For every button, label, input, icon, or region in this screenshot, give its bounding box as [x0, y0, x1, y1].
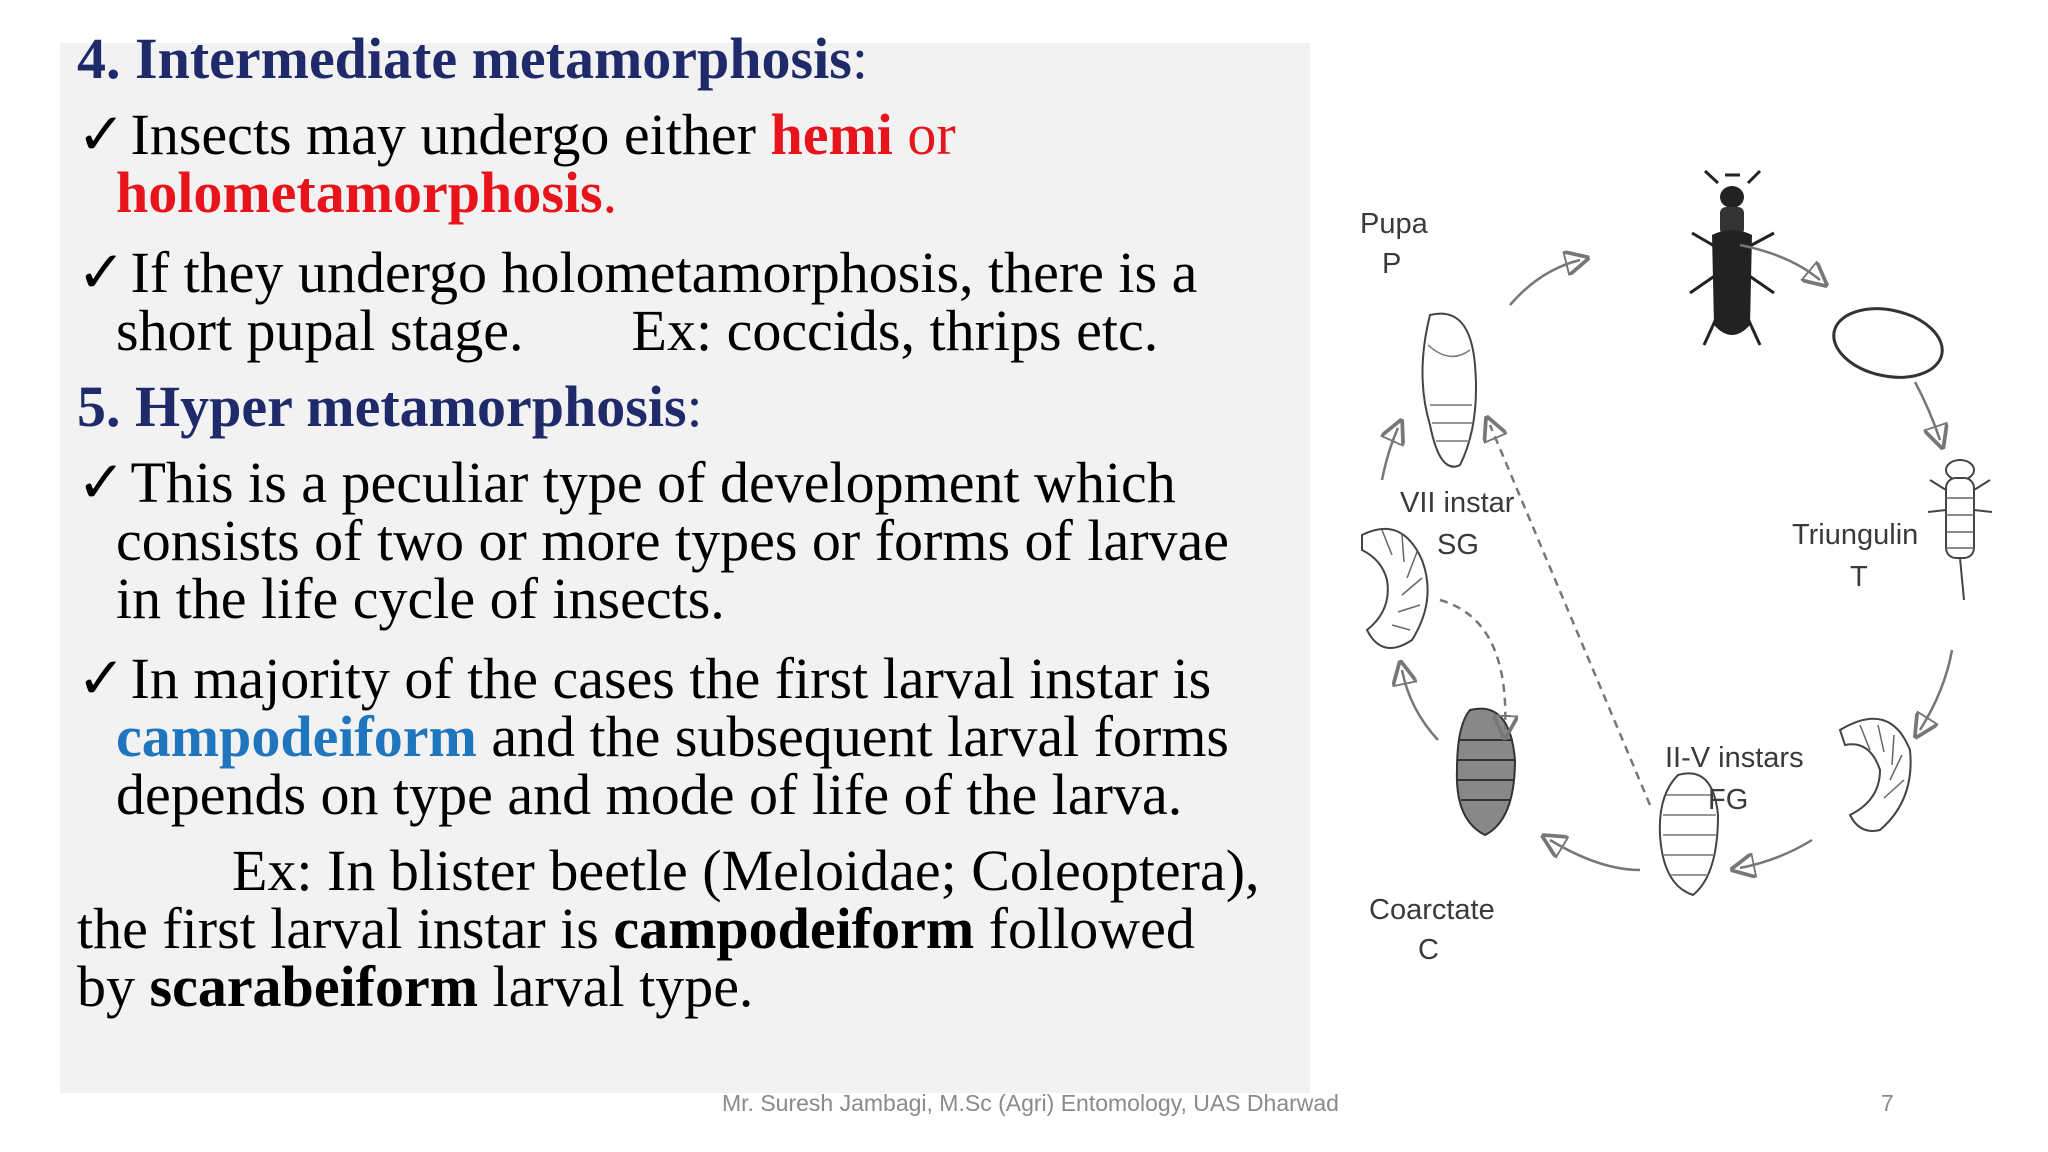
label-coarctate: Coarctate — [1369, 894, 1495, 926]
label-coarctate-code: C — [1418, 934, 1439, 966]
bullet-hemi-holo: ✓ Insects may undergo either hemi or holometamorphosis. — [77, 102, 956, 225]
example-blister-beetle: Ex: In blister beetle (Meloidae; Coleoptera), the first larval instar is campodeiform followed by scarabeiform larval type. — [77, 838, 1260, 1019]
footer-author: Mr. Suresh Jambagi, M.Sc (Agri) Entomology, UAS Dharwad — [722, 1090, 1339, 1116]
slide-text — [77, 26, 1317, 1019]
heading-intermediate: 4. Intermediate metamorphosis: — [77, 26, 868, 91]
sg-larva-illustration — [1362, 529, 1428, 648]
checkmark-icon: ✓ — [77, 450, 126, 515]
bullet-campodeiform: ✓ In majority of the cases the first larval instar is campodeiform and the subsequent larval forms depends on type and mode of life of the larva. — [77, 646, 1229, 827]
egg-illustration — [1827, 299, 1948, 386]
pupa-illustration — [1423, 314, 1477, 467]
life-cycle-diagram — [1320, 150, 2040, 980]
label-vii-code: SG — [1437, 529, 1479, 561]
label-vii-instar: VII instar — [1400, 487, 1515, 519]
checkmark-icon: ✓ — [77, 102, 126, 167]
page-number: 7 — [1881, 1090, 1894, 1116]
label-pupa: Pupa — [1360, 208, 1428, 240]
label-ii-v-code: FG — [1708, 784, 1749, 816]
triungulin-illustration — [1928, 460, 1992, 600]
bullet-peculiar: ✓ This is a peculiar type of development which consists of two or more types or forms of larvae in the life cycle of insects. — [77, 450, 1230, 631]
label-ii-v-instars: II-V instars — [1665, 742, 1804, 774]
heading-hyper: 5. Hyper metamorphosis: — [77, 374, 703, 439]
checkmark-icon: ✓ — [77, 240, 126, 305]
adult-beetle-illustration — [1690, 171, 1774, 345]
checkmark-icon: ✓ — [77, 646, 126, 711]
scarabaeiform-larva-illustration — [1840, 719, 1911, 831]
label-triungulin: Triungulin — [1792, 519, 1919, 551]
bullet-short-pupal: ✓ If they undergo holometamorphosis, there is a short pupal stage. Ex: coccids, thrips etc. — [77, 240, 1198, 363]
label-pupa-code: P — [1382, 248, 1402, 280]
label-triungulin-code: T — [1850, 561, 1868, 593]
